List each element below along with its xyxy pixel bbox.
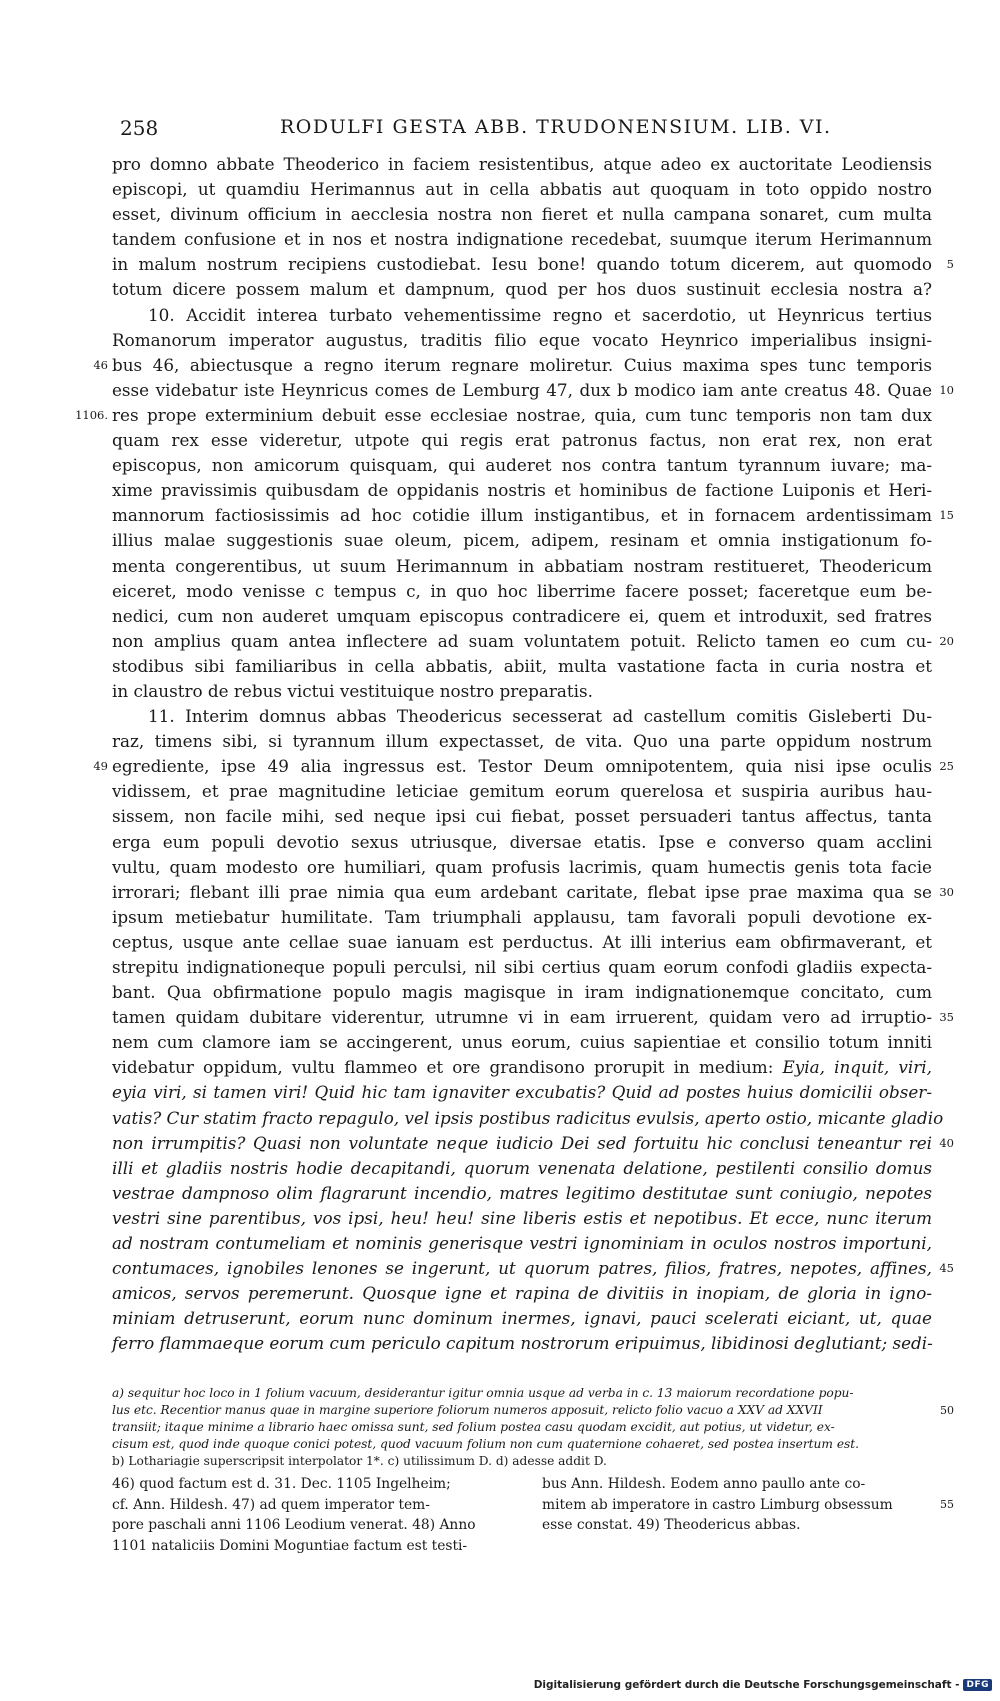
roman-text: illius malae suggestionis suae oleum, picem, adipem, resinam et omnia instigationum fo- <box>112 530 932 551</box>
text-line <box>112 1306 932 1331</box>
text-line <box>112 1231 932 1256</box>
line-text <box>112 528 932 553</box>
footnote-line <box>112 1436 932 1453</box>
note-text: bus Ann. Hildesh. Eodem anno paullo ante co- <box>542 1476 866 1492</box>
text-line <box>75 403 932 428</box>
roman-text: erga eum populi devotio sexus utriusque, diversae etatis. Ipse e converso quam acclini <box>112 831 932 852</box>
note-text: pore paschali anni 1106 Leodium venerat. 48) Anno <box>112 1517 476 1533</box>
line-text <box>112 1281 932 1306</box>
roman-text: irrorari; flebant illi prae nimia qua eum ardebant caritate, flebat ipse prae maxima qua se <box>112 881 932 902</box>
footnote-text: a) sequitur hoc loco in 1 folium vacuum, desiderantur igitur omnia usque ad verba in c. 13 maiorum recordatione popu- <box>112 1386 854 1400</box>
line-text <box>112 729 932 754</box>
line-number: 20 <box>939 633 954 648</box>
footnote-text: transiit; itaque minime a librario haec omissa sunt, sed folium postea casu quodam excidit, aut potius, ut videtur, ex- <box>112 1420 835 1434</box>
line-text <box>112 930 932 955</box>
roman-text: in claustro de rebus victui vestituique nostro preparatis. <box>112 680 593 701</box>
text-line <box>112 152 932 177</box>
text-line <box>112 202 932 227</box>
roman-text: vultu, quam modesto ore humiliari, quam profusis lacrimis, quam humectis genis tota facie <box>112 856 932 877</box>
text-line <box>112 930 932 955</box>
text-line <box>112 1005 954 1030</box>
line-text <box>112 1156 932 1181</box>
note-line <box>542 1515 932 1536</box>
note-line <box>112 1515 502 1536</box>
line-text <box>112 1206 932 1231</box>
line-text <box>112 1131 932 1156</box>
text-line <box>112 679 932 704</box>
roman-text: episcopus, non amicorum quisquam, qui auderet nos contra tantum tyrannum iuvare; ma- <box>112 455 932 476</box>
note-line <box>112 1495 502 1516</box>
note-text: esse constat. 49) Theodericus abbas. <box>542 1517 801 1533</box>
line-text <box>112 277 932 302</box>
footnote-text: lus etc. Recentior manus quae in margine superiore foliorum numeros apposuit, relicto folio vacuo a XXV ad XXVII <box>112 1403 823 1417</box>
note-text: 46) quod factum est d. 31. Dec. 1105 Ingelheim; <box>112 1476 451 1492</box>
text-line <box>112 604 932 629</box>
line-text <box>112 1306 932 1331</box>
line-text <box>112 779 932 804</box>
line-text <box>112 503 932 528</box>
line-text <box>112 428 932 453</box>
line-number: 25 <box>939 759 954 774</box>
text-line <box>112 528 932 553</box>
roman-text: non amplius quam antea inflectere ad suam voluntatem potuit. Relicto tamen eo cum cu- <box>112 630 932 651</box>
text-line <box>112 830 932 855</box>
roman-text: ceptus, usque ante cellae suae ianuam est perductus. At illi interius eam obfirmaverant, et <box>112 931 932 952</box>
line-text <box>112 905 932 930</box>
italic-speech: ad nostram contumeliam et nominis generisque vestri ignominiam in oculos nostros importuni, <box>112 1233 932 1254</box>
line-text <box>112 353 932 378</box>
italic-speech: amicos, servos peremerunt. Quosque igne et rapina de divitiis in inopiam, de gloria in igno- <box>112 1283 932 1304</box>
text-line <box>112 1106 944 1131</box>
italic-speech: illi et gladiis nostris hodie decapitandi, quorum venenata delatione, pestilenti consilio domus <box>112 1157 932 1178</box>
line-text <box>112 1331 932 1356</box>
text-line <box>112 880 954 905</box>
text-line <box>112 704 932 729</box>
page-header <box>120 116 920 142</box>
line-text <box>112 1181 932 1206</box>
roman-text: mannorum factiosissimis ad hoc cotidie illum instigantibus, et in fornacem ardentissimam <box>112 505 932 526</box>
line-text <box>112 453 932 478</box>
line-text <box>112 804 932 829</box>
line-text <box>112 704 932 729</box>
note-line <box>112 1474 502 1495</box>
text-line <box>112 729 932 754</box>
dfg-logo: DFG <box>963 1679 992 1691</box>
text-line <box>112 227 932 252</box>
line-number: 15 <box>939 508 954 523</box>
text-line <box>112 453 932 478</box>
text-line <box>112 303 932 328</box>
roman-text: eiceret, modo venisse c tempus c, in quo hoc liberrime facere posset; faceretque eum be- <box>112 580 932 601</box>
line-text <box>112 1256 932 1281</box>
italic-speech: vestri sine parentibus, vos ipsi, heu! heu! sine liberis estis et nepotibus. Et ecce, nunc iterum <box>112 1207 932 1228</box>
text-line <box>112 1206 932 1231</box>
roman-text: menta congerentibus, ut suum Herimannum in abbatiam nostram restitueret, Theodericum <box>112 555 932 576</box>
roman-text: res prope exterminium debuit esse ecclesiae nostrae, quia, cum tunc temporis non tam dux <box>112 404 932 425</box>
line-text <box>112 654 932 679</box>
main-text <box>75 152 954 1357</box>
roman-text: nedici, cum non auderet umquam episcopus contradicere ei, quem et introduxit, sed fratres <box>112 605 932 626</box>
text-line <box>112 855 932 880</box>
line-text <box>112 478 932 503</box>
line-number: 10 <box>939 382 954 397</box>
text-line <box>112 905 932 930</box>
italic-speech: miniam detruserunt, eorum nunc dominum inermes, ignavi, pauci scelerati eiciant, ut, quae <box>112 1308 932 1329</box>
text-line <box>112 1131 954 1156</box>
roman-text: ipsum metiebatur humilitate. Tam triumphali applausu, tam favorali populi devotione ex- <box>112 906 932 927</box>
notes-column-left <box>112 1474 502 1556</box>
line-number: 55 <box>940 1497 954 1511</box>
line-text <box>112 227 932 252</box>
text-line <box>112 328 932 353</box>
running-title: RODULFI GESTA ABB. TRUDONENSIUM. LIB. VI. <box>280 116 832 138</box>
line-text <box>112 152 932 177</box>
line-number: 5 <box>946 257 954 272</box>
text-line <box>112 579 932 604</box>
line-text <box>112 303 932 328</box>
text-line <box>112 378 954 403</box>
line-text <box>112 980 932 1005</box>
line-text <box>112 1005 932 1030</box>
roman-text: egrediente, ipse 49 alia ingressus est. Testor Deum omnipotentem, quia nisi ipse oculis <box>112 756 932 777</box>
line-text <box>112 378 932 403</box>
text-line <box>112 1156 932 1181</box>
text-line <box>112 503 954 528</box>
italic-speech: Eyia, inquit, viri, <box>782 1057 932 1078</box>
italic-speech: eyia viri, si tamen viri! Quid hic tam ignaviter excubatis? Quid ad postes huius domicilii obser- <box>112 1082 932 1103</box>
line-text <box>112 629 932 654</box>
roman-text: esset, divinum officium in aecclesia nostra non fieret et nulla campana sonaret, cum multa <box>112 204 932 225</box>
footnote-line <box>112 1402 954 1419</box>
text-line <box>112 177 932 202</box>
line-text <box>112 679 932 704</box>
roman-text: strepitu indignationeque populi perculsi, nil sibi certius quam eorum confodi gladiis expecta- <box>112 957 932 977</box>
roman-text: bus 46, abiectusque a regno iterum regnare moliretur. Cuius maxima spes tunc temporis <box>112 354 932 375</box>
margin-year: 1106. <box>75 407 108 422</box>
text-line <box>112 277 932 302</box>
roman-text: episcopi, ut quamdiu Herimannus aut in cella abbatis aut quoquam in toto oppido nostro <box>112 179 932 200</box>
margin-note-ref: 49 <box>93 759 108 774</box>
note-line <box>542 1495 954 1516</box>
footnote-line <box>112 1419 932 1436</box>
text-line <box>93 353 932 378</box>
roman-text: sissem, non facile mihi, sed neque ipsi cui fiebat, posset persuaderi tantus affectus, tanta <box>112 806 932 827</box>
text-line <box>112 1181 932 1206</box>
line-text <box>112 403 932 428</box>
roman-text: nem cum clamore iam se accingerent, unus eorum, cuius sapientiae et consilio totum inniti <box>112 1032 932 1053</box>
text-line <box>112 252 954 277</box>
line-text <box>112 1106 944 1131</box>
text-line <box>112 478 932 503</box>
note-text: mitem ab imperatore in castro Limburg obsessum <box>542 1496 893 1513</box>
roman-text: totum dicere possem malum et dampnum, quod per hos duos sustinuit ecclesia nostra a? <box>112 279 932 300</box>
text-line <box>112 554 932 579</box>
text-line <box>112 629 954 654</box>
footnote-text: cisum est, quod inde quoque conici potest, quod vacuum folium non cum quaternione cohaeret, sed postea insertum est. <box>112 1437 860 1451</box>
roman-text: xime pravissimis quibusdam de oppidanis nostris et hominibus de factione Luiponis et Heri- <box>112 480 932 501</box>
footnote-text: b) Lothariagie superscripsit interpolator 1*. c) utilissimum D. d) adesse addit D. <box>112 1454 607 1468</box>
line-text <box>112 955 932 980</box>
line-text <box>112 579 932 604</box>
text-line <box>112 1080 932 1105</box>
roman-text: 11. Interim domnus abbas Theodericus secesserat ad castellum comitis Gisleberti Du- <box>148 706 932 727</box>
roman-text: Romanorum imperator augustus, traditis filio eque vocato Heynrico imperialibus insigni- <box>112 329 932 350</box>
line-text <box>112 177 932 202</box>
text-line <box>112 1331 932 1356</box>
page-number: 258 <box>120 116 159 140</box>
notes-column-right <box>542 1474 954 1536</box>
italic-speech: contumaces, ignobiles lenones se ingerunt, ut quorum patres, filios, fratres, nepotes, affines, <box>112 1258 932 1279</box>
line-text <box>112 1055 932 1080</box>
line-text <box>112 830 932 855</box>
text-line <box>112 654 932 679</box>
digitization-credit <box>534 1679 992 1691</box>
line-text <box>112 604 932 629</box>
italic-speech: non irrumpitis? Quasi non voluntate neque iudicio Dei sed fortuitu hic conclusi teneantur rei <box>112 1132 932 1153</box>
roman-text: videbatur oppidum, vultu flammeo et ore grandisono prorupit in medium: <box>112 1057 783 1078</box>
text-line <box>112 955 932 980</box>
roman-text: stodibus sibi familiaribus in cella abbatis, abiit, multa vastatione facta in curia nostra et <box>112 655 932 676</box>
line-number: 40 <box>939 1135 954 1150</box>
roman-text: pro domno abbate Theoderico in faciem resistentibus, atque adeo ex auctoritate Leodiensis <box>112 154 932 174</box>
line-text <box>112 754 932 779</box>
line-number: 50 <box>940 1404 954 1417</box>
line-number: 45 <box>939 1261 954 1276</box>
line-text <box>112 328 932 353</box>
footnote-line <box>112 1385 932 1402</box>
roman-text: vidissem, et prae magnitudine leticiae gemitum eorum querelosa et suspiria auribus hau- <box>112 781 932 802</box>
critical-apparatus <box>112 1385 954 1470</box>
roman-text: tamen quidam dubitare viderentur, utrumne vi in eam irruerent, quidam vero ad irruptio- <box>112 1007 932 1028</box>
text-line <box>112 1055 932 1080</box>
italic-speech: ferro flammaeque eorum cum periculo capitum nostrorum eripuimus, libidinosi deglutiant; sedi- <box>112 1333 933 1354</box>
note-line <box>112 1536 502 1557</box>
roman-text: raz, timens sibi, si tyrannum illum expectasset, de vita. Quo una parte oppidum nostrum <box>112 731 932 752</box>
note-text: cf. Ann. Hildesh. 47) ad quem imperator tem- <box>112 1496 430 1513</box>
roman-text: esse videbatur iste Heynricus comes de Lemburg 47, dux b modico iam ante creatus 48. Quae <box>112 379 932 400</box>
text-line <box>112 1281 932 1306</box>
line-text <box>112 880 932 905</box>
margin-note-ref: 46 <box>93 357 108 372</box>
roman-text: in malum nostrum recipiens custodiebat. Iesu bone! quando totum dicerem, aut quomodo <box>112 254 932 275</box>
roman-text: tandem confusione et in nos et nostra indignatione recedebat, suumque iterum Herimannum <box>112 229 932 250</box>
line-text <box>112 1080 932 1105</box>
note-text: 1101 nataliciis Domini Moguntiae factum est testi- <box>112 1537 468 1554</box>
text-line <box>112 779 932 804</box>
text-line <box>93 754 954 779</box>
roman-text: 10. Accidit interea turbato vehementissime regno et sacerdotio, ut Heynricus tertius <box>148 304 932 325</box>
roman-text: quam rex esse videretur, utpote qui regis erat patronus factus, non erat rex, non erat <box>112 430 932 451</box>
line-text <box>112 252 932 277</box>
footnote-line <box>112 1453 932 1470</box>
text-line <box>112 980 932 1005</box>
line-text <box>112 1030 932 1055</box>
line-number: 35 <box>939 1010 954 1025</box>
line-number: 30 <box>939 884 954 899</box>
line-text <box>112 1231 932 1256</box>
text-line <box>112 428 932 453</box>
credit-text: Digitalisierung gefördert durch die Deutsche Forschungsgemeinschaft - <box>533 1679 960 1691</box>
text-line <box>112 1030 932 1055</box>
line-text <box>112 554 932 579</box>
note-line <box>542 1474 932 1495</box>
text-line <box>112 804 932 829</box>
roman-text: bant. Qua obfirmatione populo magis magisque in iram indignationemque concitato, cum <box>112 982 932 1003</box>
italic-speech: vestrae dampnoso olim flagrarunt incendio, matres legitimo destitutae sunt coniugio, nepotes <box>112 1182 932 1203</box>
line-text <box>112 855 932 880</box>
line-text <box>112 202 932 227</box>
text-line <box>112 1256 954 1281</box>
italic-speech: vatis? Cur statim fracto repagulo, vel ipsis postibus radicitus evulsis, aperto ostio, micante gladio <box>112 1107 944 1128</box>
